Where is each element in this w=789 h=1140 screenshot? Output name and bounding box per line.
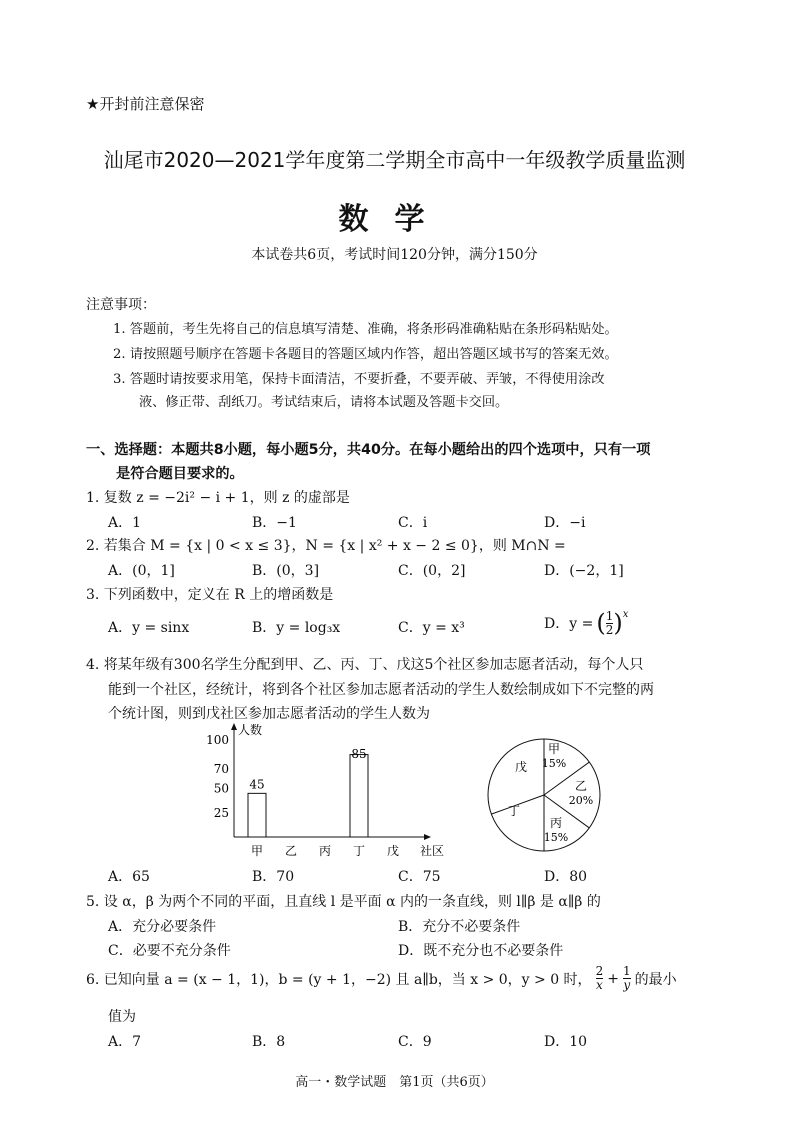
q4-option-c: C．75 — [398, 869, 441, 885]
q1-option-d: D．−i — [544, 515, 586, 531]
x-tick-label: 乙 — [284, 844, 298, 858]
data-label: 85 — [351, 747, 367, 761]
y-tick-label: 50 — [213, 781, 229, 796]
question-4-stem: 4. 将某年级有300名学生分配到甲、乙、丙、丁、戊这5个社区参加志愿者活动，每个人只 — [86, 657, 644, 673]
q2-option-a: A．(0，1] — [108, 563, 175, 579]
y-tick-label: 100 — [206, 733, 229, 747]
q3-option-b: B．y = log₃x — [252, 620, 341, 636]
question-6-stem — [86, 965, 677, 992]
q6-stem-a: 6. 已知向量 a = (x − 1，1)，b = (y + 1，−2) 且 a∥b，当 x > 0，y > 0 时， — [86, 971, 592, 988]
q3-fraction-den: 2 — [605, 622, 614, 637]
q6-fraction-2-num: 1 — [622, 964, 631, 978]
question-4-stem-cont: 能到一个社区，经统计，将到各个社区参加志愿者活动的学生人数绘制成如下不完整的两 — [108, 682, 654, 698]
q6-option-c: C．9 — [398, 1034, 432, 1050]
q2-option-c: C．(0，2] — [398, 563, 466, 579]
pie-slice-label: 戊 — [514, 760, 528, 774]
pie-slice-label: 甲 — [547, 742, 561, 756]
x-tick-label: 戊 — [386, 844, 400, 858]
q6-stem-b: 的最小 — [634, 971, 677, 988]
pie-slice-label: 丙 — [549, 816, 563, 830]
y-tick-label: 70 — [213, 762, 229, 777]
y-tick-label: 25 — [213, 805, 229, 820]
q6-fraction-1-num: 2 — [595, 964, 604, 978]
x-axis-arrow — [424, 834, 431, 840]
bar — [248, 793, 266, 837]
notice-item: 1. 答题前，考生先将自己的信息填写清楚、准确，将条形码准确粘贴在条形码粘贴处。 — [113, 322, 618, 337]
pie-slice-percent: 20% — [568, 794, 594, 807]
q3-option-c: C．y = x³ — [398, 620, 465, 636]
q3-option-d-label: D．y = — [544, 616, 594, 632]
q1-option-a: A．1 — [108, 515, 142, 531]
subject-title: 数学 — [338, 202, 451, 237]
q3-fraction — [606, 610, 614, 637]
q6-option-b: B．8 — [252, 1034, 286, 1050]
page-footer: 高一・数学试题 第1页（共6页） — [295, 1075, 494, 1090]
q6-option-a: A．7 — [108, 1034, 142, 1050]
q5-option-a: A．充分必要条件 — [108, 919, 217, 935]
q5-option-c: C．必要不充分条件 — [108, 943, 231, 959]
exam-info: 本试卷共6页，考试时间120分钟，满分150分 — [251, 247, 538, 263]
pie-chart — [484, 735, 604, 855]
bar-chart — [200, 718, 460, 864]
x-tick-label: 甲 — [250, 844, 264, 858]
q1-option-c: C．i — [398, 515, 428, 531]
q6-plus: + — [607, 970, 619, 987]
q4-option-b: B．70 — [252, 869, 295, 885]
question-5-stem: 5. 设 α，β 为两个不同的平面，且直线 l 是平面 α 内的一条直线，则 l∥β 是 α∥β 的 — [86, 894, 601, 910]
notice-item: 2. 请按照题号顺序在答题卡各题目的答题区域内作答，超出答题区域书写的答案无效。 — [113, 347, 618, 362]
q3-fraction-num: 1 — [605, 608, 614, 623]
question-4-stem-cont: 个统计图，则到戊社区参加志愿者活动的学生人数为 — [108, 706, 430, 722]
pie-slice-label: 乙 — [574, 779, 588, 793]
q2-option-b: B．(0，3] — [252, 563, 320, 579]
section-heading: 一、选择题：本题共8小题，每小题5分，共40分。在每小题给出的四个选项中，只有一项 — [86, 442, 651, 458]
q3-exponent: x — [622, 609, 629, 620]
q2-option-d: D．(−2，1] — [544, 563, 624, 579]
q6-fraction-2 — [623, 965, 631, 992]
y-axis-arrow — [231, 723, 237, 730]
exam-title: 汕尾市2020—2021学年度第二学期全市高中一年级教学质量监测 — [103, 148, 686, 172]
x-axis-label: 社区 — [420, 844, 445, 858]
data-label: 45 — [249, 777, 265, 792]
q5-option-b: B．充分不必要条件 — [398, 919, 521, 935]
q3-option-d: D．y = ( $\frac{1}{2}$ ) x — [544, 608, 629, 637]
q6-fraction-1 — [596, 965, 604, 992]
question-6-stem-cont: 值为 — [108, 1009, 136, 1025]
q4-option-a: A．65 — [108, 869, 150, 885]
q3-option-a: A．y = sinx — [108, 620, 190, 636]
q1-option-b: B．−1 — [252, 515, 297, 531]
q6-option-d: D．10 — [544, 1034, 588, 1050]
q4-option-d: D．80 — [544, 869, 588, 885]
q5-option-d: D．既不充分也不必要条件 — [398, 943, 564, 959]
pie-slice-label: 丁 — [507, 804, 521, 818]
q6-fraction-1-den: x — [595, 978, 603, 992]
pie-slice-percent: 15% — [543, 831, 569, 844]
notice-item: 3. 答题时请按要求用笔，保持卡面清洁，不要折叠，不要弄破、弄皱，不得使用涂改 — [113, 372, 605, 387]
bar — [350, 755, 368, 837]
x-tick-label: 丁 — [352, 844, 366, 858]
pie-slice-percent: 15% — [541, 757, 567, 770]
q6-fraction-2-den: y — [623, 978, 631, 992]
section-heading-cont: 是符合题目要求的。 — [116, 466, 244, 482]
question-2-stem: 2. 若集合 M = {x | 0 < x ≤ 3}，N = {x | x² + x − 2 ≤ 0}，则 M∩N = — [86, 538, 566, 554]
x-tick-label: 丙 — [318, 844, 332, 858]
y-axis-label: 人数 — [238, 723, 263, 737]
question-3-stem: 3. 下列函数中，定义在 R 上的增函数是 — [86, 587, 334, 603]
notice-item: 液、修正带、刮纸刀。考试结束后，请将本试题及答题卡交回。 — [139, 395, 509, 410]
confidential-note: ★开封前注意保密 — [86, 95, 205, 113]
notice-heading: 注意事项： — [86, 297, 156, 313]
question-1-stem: 1. 复数 z = −2i² − i + 1，则 z 的虚部是 — [86, 490, 350, 506]
